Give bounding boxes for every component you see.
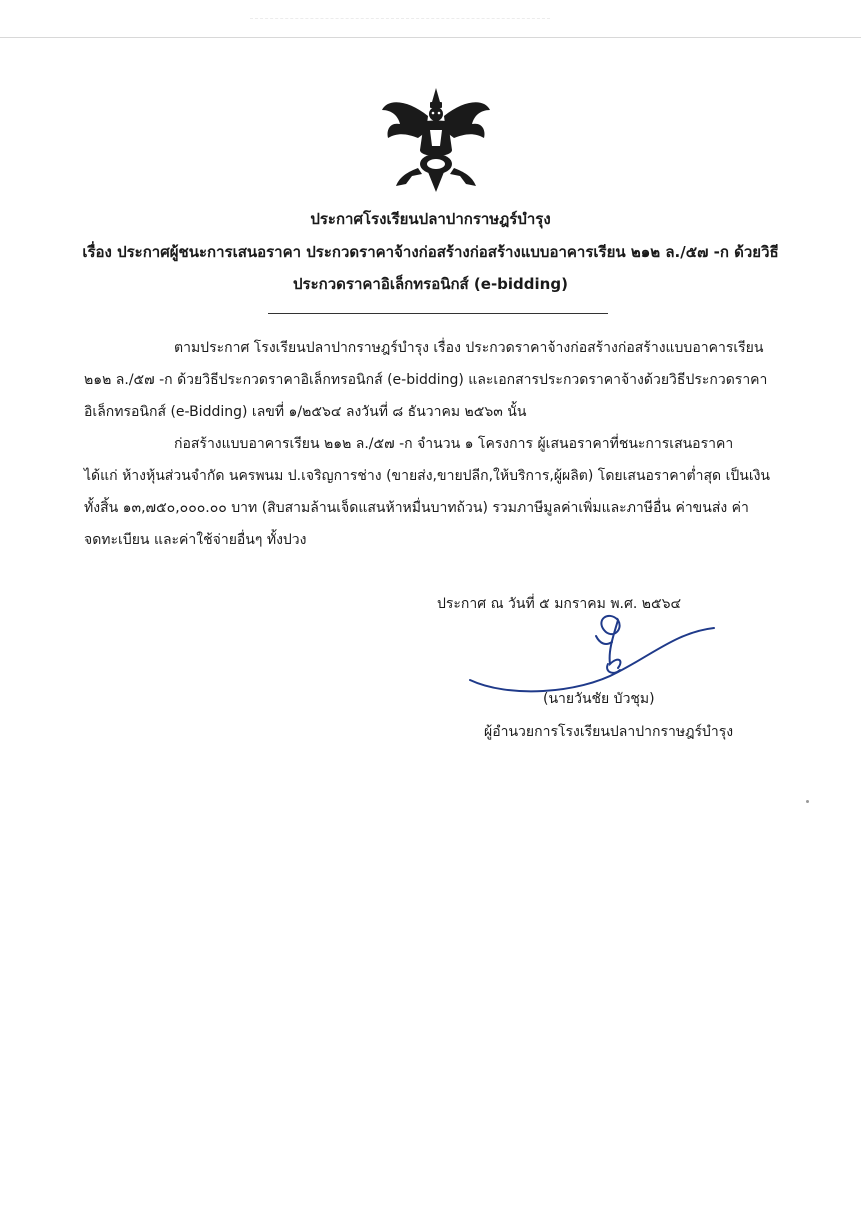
body-paragraph-2-line-3: ทั้งสิ้น ๑๓,๗๕๐,๐๐๐.๐๐ บาท (สิบสามล้านเจ็ดแสนห้าหมื่นบาทถ้วน) รวมภาษีมูลค่าเพิ่มและภาษีอื่น ค่าขนส่ง ค่า (84, 500, 749, 516)
announcement-subject-line-2: ประกวดราคาอิเล็กทรอนิกส์ (e-bidding) (293, 275, 568, 293)
handwritten-signature (468, 602, 718, 694)
body-paragraph-2-line-1: ก่อสร้างแบบอาคารเรียน ๒๑๒ ล./๕๗ -ก จำนวน ๑ โครงการ ผู้เสนอราคาที่ชนะการเสนอราคา (174, 436, 734, 452)
body-paragraph-1-line-3: อิเล็กทรอนิกส์ (e-Bidding) เลขที่ ๑/๒๕๖๔ ลงวันที่ ๘ ธันวาคม ๒๕๖๓ นั้น (84, 404, 527, 420)
announce-date: ประกาศ ณ วันที่ ๕ มกราคม พ.ศ. ๒๕๖๔ (437, 596, 682, 612)
title-separator (268, 313, 608, 314)
scan-speck (806, 800, 809, 803)
page-top-edge-line (0, 37, 861, 38)
garuda-emblem-icon (378, 80, 494, 196)
announcement-title: ประกาศโรงเรียนปลาปากราษฎร์บำรุง (310, 210, 551, 228)
body-paragraph-2-line-4: จดทะเบียน และค่าใช้จ่ายอื่นๆ ทั้งปวง (84, 532, 307, 548)
body-paragraph-1-line-1: ตามประกาศ โรงเรียนปลาปากราษฎร์บำรุง เรื่อง ประกวดราคาจ้างก่อสร้างก่อสร้างแบบอาคารเรียน (174, 340, 764, 356)
signer-position: ผู้อำนวยการโรงเรียนปลาปากราษฎร์บำรุง (484, 724, 734, 740)
announcement-subject-line-1: เรื่อง ประกาศผู้ชนะการเสนอราคา ประกวดราคาจ้างก่อสร้างก่อสร้างแบบอาคารเรียน ๒๑๒ ล./๕๗ -ก ด้วยวิธี (82, 243, 779, 261)
body-paragraph-2-line-2: ได้แก่ ห้างหุ้นส่วนจำกัด นครพนม ป.เจริญการช่าง (ขายส่ง,ขายปลีก,ให้บริการ,ผู้ผลิต) โดยเสนอราคาต่ำสุด เป็นเงิน (84, 468, 771, 484)
body-paragraph-1-line-2: ๒๑๒ ล./๕๗ -ก ด้วยวิธีประกวดราคาอิเล็กทรอนิกส์ (e-bidding) และเอกสารประกวดราคาจ้างด้วยวิธีประกวดราคา (84, 372, 768, 388)
signer-name: (นายวันชัย บัวชุม) (543, 691, 655, 707)
scan-artifact-line (250, 18, 550, 19)
